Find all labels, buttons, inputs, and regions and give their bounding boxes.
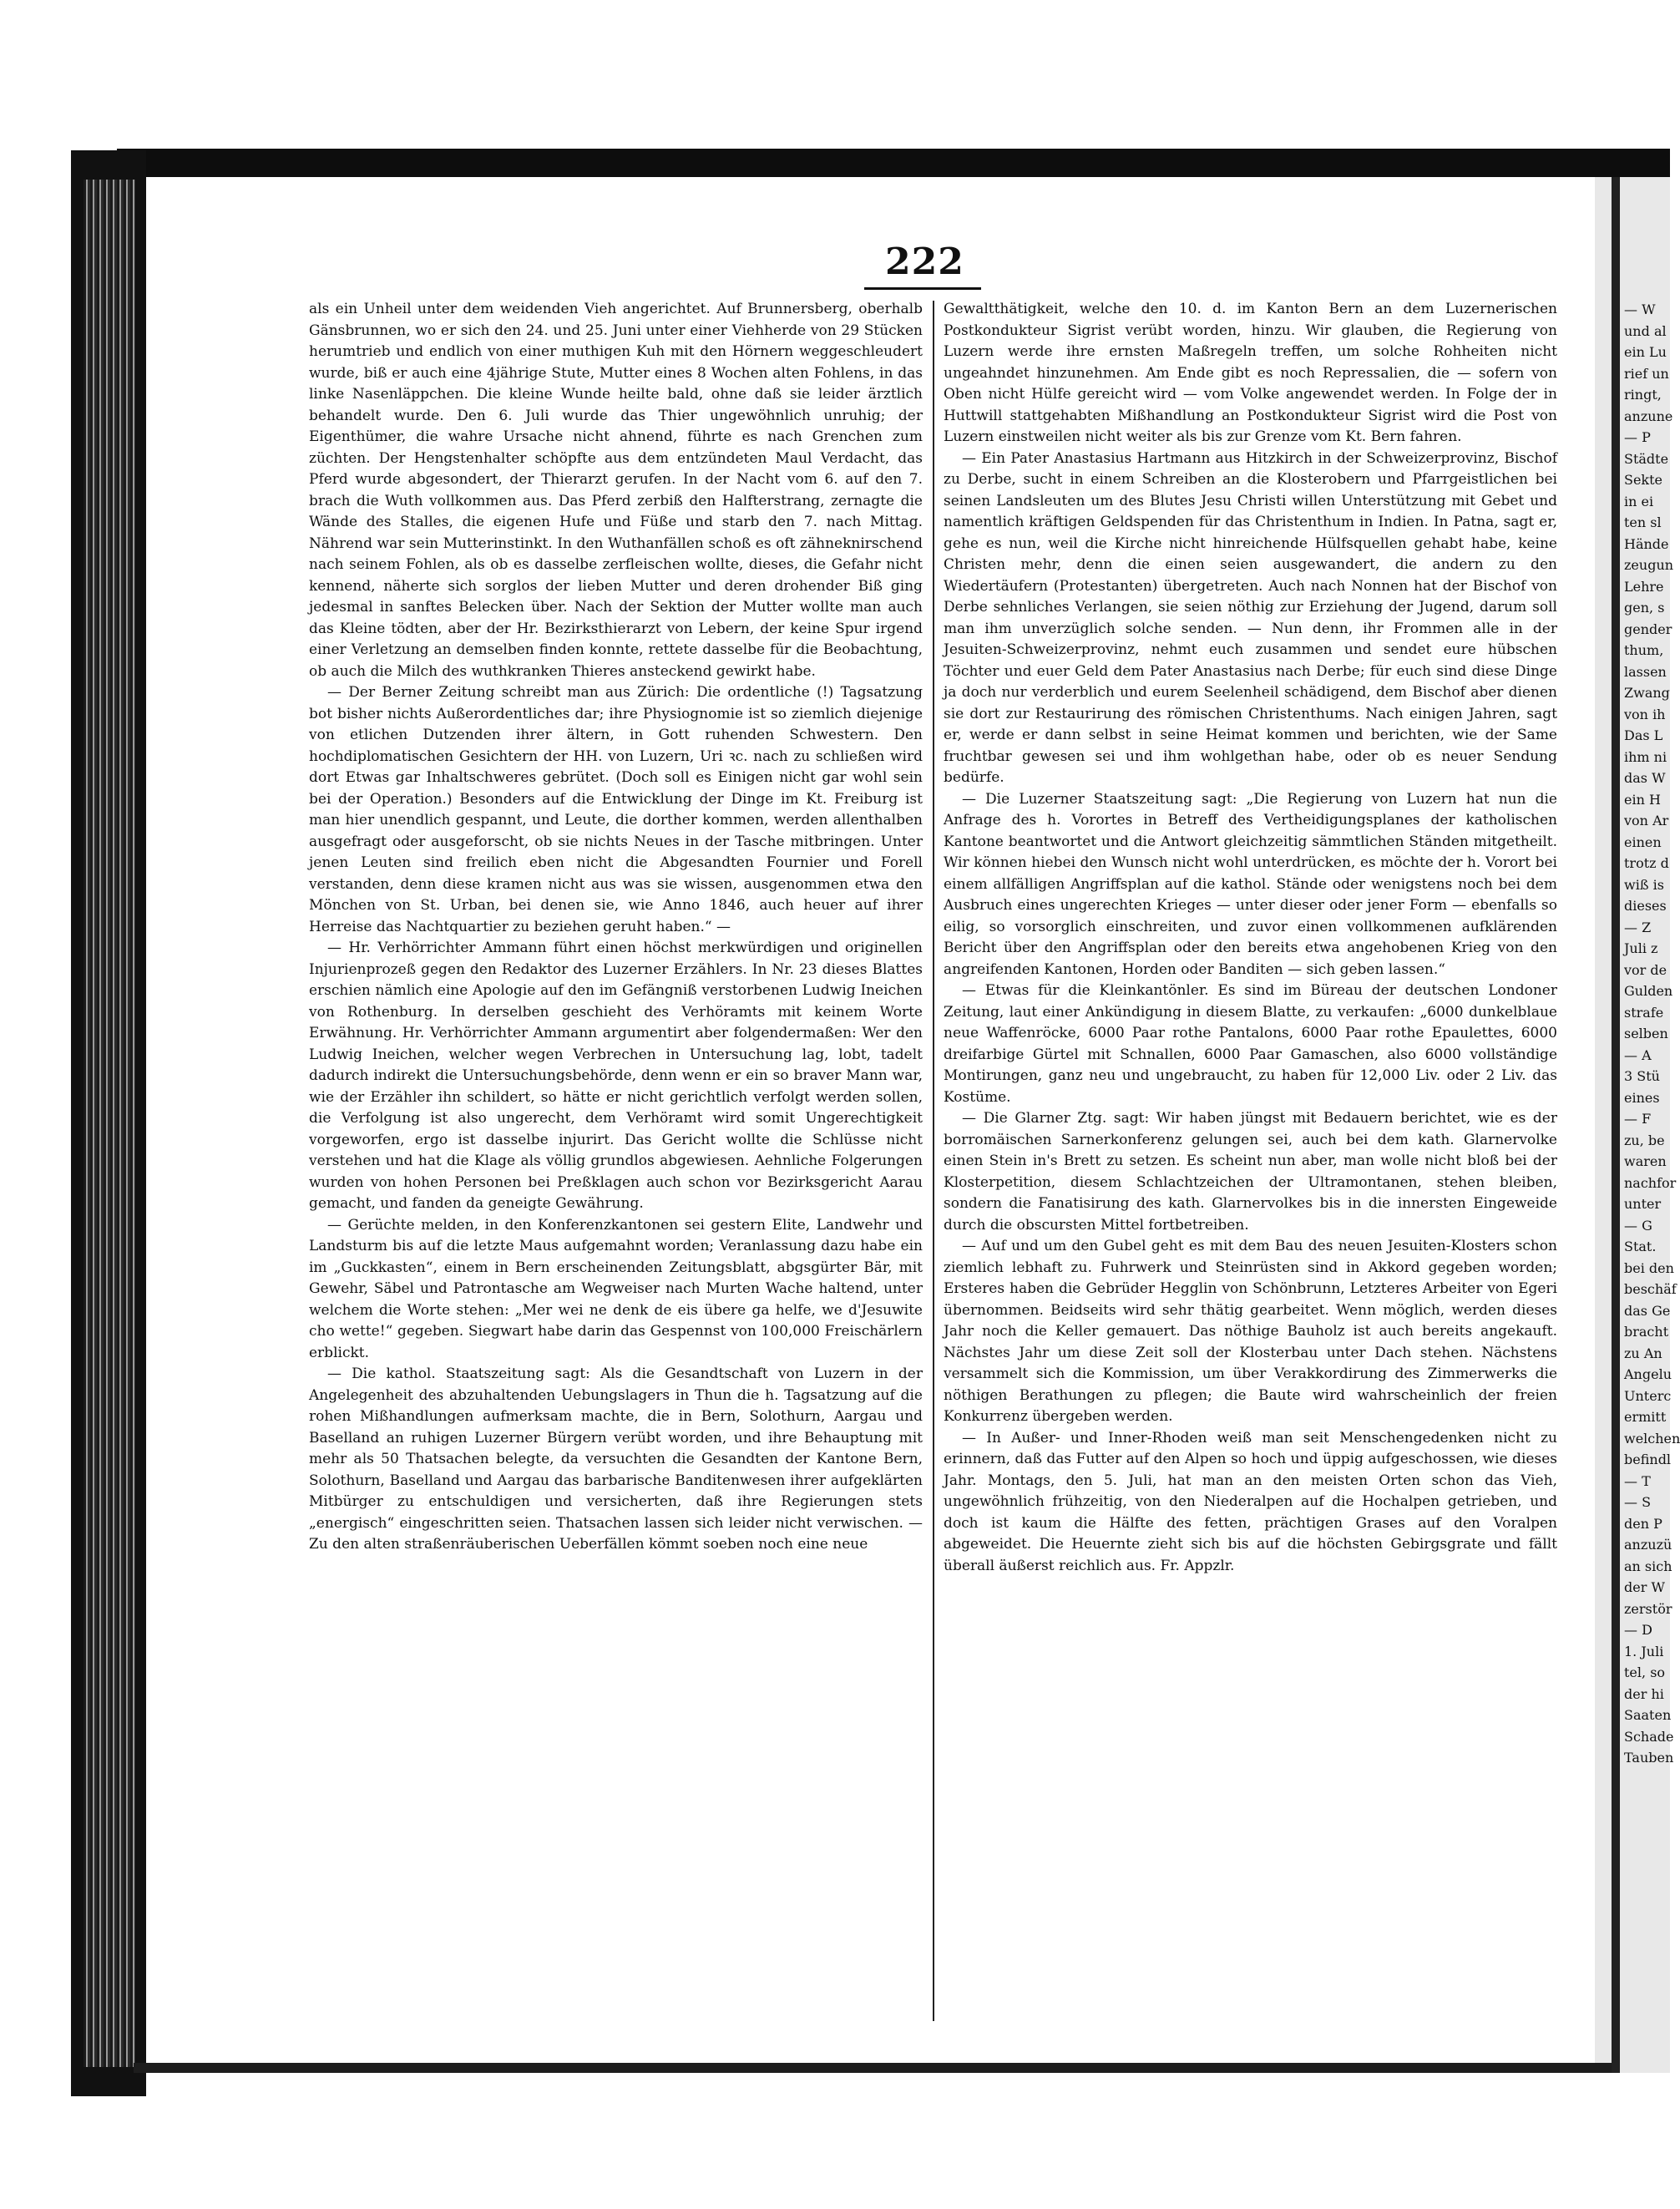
next-page-fragment-line: Sekte xyxy=(1624,472,1663,488)
next-page-fragment-line: zeugun xyxy=(1624,557,1674,573)
next-page-fragment-line: thum, xyxy=(1624,642,1664,658)
next-page-fragment-line: Stat. xyxy=(1624,1239,1657,1254)
left-column xyxy=(309,299,923,2028)
article-paragraph: als ein Unheil unter dem weidenden Vieh angerichtet. Auf Brunnersberg, oberhalb Gänsbrunnen, wo er sich den 24. und 25. Juni unter einer Viehherde von 29 Stücken herumtrieb und endlich von einer muthigen Kuh mit den Hörnern weggeschleudert wurde, biß er auch eine 4jährige Stute, Mutter eines 8 Wochen alten Fohlens, in das linke Nasenläppchen. Die kleine Wunde heilte bald, ohne daß sie leider ärztlich behandelt wurde. Den 6. Juli wurde das Thier ungewöhnlich unruhig; der Eigenthümer, die wahre Ursache nicht ahnend, führte es nach Grenchen zum züchten. Der Hengstenhalter schöpfte aus dem entzündeten Maul Verdacht, das Pferd wurde abgesondert, der Thierarzt gerufen. In der Nacht vom 6. auf den 7. brach die Wuth vollkommen aus. Das Pferd zerbiß den Halfterstrang, zernagte die Wände des Stalles, die eigenen Hufe und Füße und starb den 7. nach Mittag. Nährend war sein Mutterinstinkt. In den Wuthanfällen schoß es oft zähneknirschend nach seinem Fohlen, als ob es dasselbe zerfleischen wollte, dieses, die Gefahr nicht kennend, näherte sich sorglos der lieben Mutter und deren drohender Biß ging jedesmal in sanftes Belecken über. Nach der Sektion der Mutter wollte man auch das Kleine tödten, aber der Hr. Bezirksthierarzt von Lebern, der keine Spur irgend einer Verletzung an demselben finden konnte, rettete dasselbe für die Beobachtung, ob auch die Milch des wuthkranken Thieres ansteckend gewirkt habe. xyxy=(309,301,923,680)
article-paragraph: — Ein Pater Anastasius Hartmann aus Hitzkirch in der Schweizerprovinz, Bischof zu Derbe, sucht in einem Schreiben an die Klosterobern und Pfarrgeistlichen bei seinen Landsleuten um des Blutes Jesu Christi willen Unterstützung mit Gebet und namentlich kräftigen Geldspenden für das Christenthum in Indien. In Patna, sagt er, gehe es nun, weil die Kirche nicht hinreichende Hülfsquellen gehabt habe, keine Christen mehr, denn die einen seien ausgewandert, die andern zu den Wiedertäufern (Protestanten) übergetreten. Auch nach Nonnen hat der Bischof von Derbe sehnliches Verlangen, sie seien nöthig zur Erziehung der Jugend, darum soll man ihm unverzüglich solche senden. — Nun denn, ihr Frommen alle in der Jesuiten-Schweizerprovinz, nehmt euch zusammen und sendet eure hübschen Töchter und euer Geld dem Pater Anastasius nach Derbe; für euch sind diese Dinge ja doch nur verderblich und eurem Seelenheil schädigend, dem Bischof aber dienen sie dort zur Restaurirung des römischen Christenthums. Nach einigen Jahren, sagt er, werde er dann selbst in seine Heimat kommen und berichten, wie der Same fruchtbar gewesen sei und ihm wohlgethan habe, oder ob es neuer Sendung bedürfe. xyxy=(944,449,1557,786)
next-page-fragment-line: trotz d xyxy=(1624,855,1669,871)
column-divider xyxy=(933,301,934,2021)
article-paragraph: — Der Berner Zeitung schreibt man aus Zürich: Die ordentliche (!) Tagsatzung bot bisher nichts Außerordentliches dar; ihre Physiognomie ist so ziemlich diejenige von etlichen Dutzenden ihrer ältern, in Gott ruhenden Schwestern. Den hochdiplomatischen Gesichtern der HH. von Luzern, Uri ꝛc. nach zu schließen wird dort Etwas gar Inhaltschweres gebrütet. (Doch soll es Einigen nicht gar wohl sein bei der Operation.) Besonders auf die Entwicklung der Dinge im Kt. Freiburg ist man hier unendlich gespannt, und Leute, die dorther kommen, werden allenthalben ausgefragt oder ausgeforscht, ob sie nichts Neues in der Tasche mitbringen. Unter jenen Leuten sind freilich eben nicht die Abgesandten Fournier und Forell verstanden, denn diese kramen nicht aus was sie wissen, ausgenommen etwa den Mönchen von St. Urban, bei denen sie, wie Anno 1846, auch heuer auf ihrer Herreise das Nachtquartier zu beziehen geruht haben.“ — xyxy=(309,684,923,935)
next-page-fragment-line: Lehre xyxy=(1624,578,1664,595)
next-page-fragment-line: Das L xyxy=(1624,727,1663,743)
next-page-fragment-line: vor de xyxy=(1624,961,1667,978)
next-page-fragment-line: selben xyxy=(1624,1026,1668,1041)
next-page-fragment-line: das Ge xyxy=(1624,1302,1671,1319)
next-page-fragment-line: Angelu xyxy=(1624,1366,1672,1382)
next-page-fragment-line: beschäf xyxy=(1624,1281,1677,1297)
next-page-fragment-line: ein Lu xyxy=(1624,344,1667,360)
next-page-fragment-line: unter xyxy=(1624,1196,1662,1212)
scan-top-band xyxy=(117,149,1670,177)
next-page-fragment-line: Zwang xyxy=(1624,685,1670,701)
next-page-fragment-line: — G xyxy=(1624,1217,1652,1234)
next-page-fragment-line: Saaten xyxy=(1624,1707,1672,1723)
article-paragraph: — Etwas für die Kleinkantönler. Es sind im Büreau der deutschen Londoner Zeitung, laut einer Ankündigung in diesem Blatte, zu verkaufen: „6000 dunkelblaue neue Waffenröcke, 6000 Paar rothe Pantalons, 6000 Paar rothe Epaulettes, 6000 dreifarbige Gürtel mit Schnallen, 6000 Paar Gamaschen, also 6000 vollständige Montirungen, ganz neu und ungebraucht, zu haben für 12,000 Liv. oder 2 Liv. das Kostüme. xyxy=(944,982,1557,1106)
right-column xyxy=(944,299,1557,2028)
next-page-fragment-line: der W xyxy=(1624,1579,1665,1595)
next-page-fragment-line: den P xyxy=(1624,1515,1662,1532)
next-page-fragment-line: lassen xyxy=(1624,663,1667,680)
next-page-fragment-line: von Ar xyxy=(1624,813,1669,828)
article-paragraph: — Die kathol. Staatszeitung sagt: Als die Gesandtschaft von Luzern in der Angelegenheit des abzuhaltenden Uebungslagers in Thun die h. Tagsatzung auf die rohen Mißhandlungen aufmerksam machte, die in Bern, Solothurn, Aargau und Baselland an ruhigen Luzerner Bürgern verübt worden, und ihre Behauptung mit mehr als 50 Thatsachen belegte, da versuchten die Gesandten der Kantone Bern, Solothurn, Baselland und Aargau das barbarische Banditenwesen ihrer aufgeklärten Mitbürger zu entschuldigen und versicherten, daß ihre Regierungen stets „energisch“ eingeschritten seien. Thatsachen lassen sich leider nicht verwischen. — Zu den alten straßenräuberischen Ueberfällen kömmt soeben noch eine neue xyxy=(309,1365,923,1553)
article-paragraph: — Die Glarner Ztg. sagt: Wir haben jüngst mit Bedauern berichtet, wie es der borromäischen Sarnerkonferenz gelungen sei, auch bei dem kath. Glarnervolke einen Stein in's Brett zu setzen. Es scheint nun aber, man wolle nicht bloß bei der Klosterpetition, diesem Schlachtzeichen der Ultramontanen, stehen bleiben, sondern die Fanatisirung des kath. Glarnervolkes bis in die innersten Eingeweide durch die obscursten Mittel fortbetreiben. xyxy=(944,1110,1557,1234)
next-page-fragment-line: an sich xyxy=(1624,1558,1672,1574)
next-page-fragment-line: ein H xyxy=(1624,791,1661,808)
next-page-fragment-line: — F xyxy=(1624,1111,1652,1127)
next-page-fragment-line: anzuzü xyxy=(1624,1537,1672,1553)
next-page-fragment-line: — A xyxy=(1624,1046,1652,1063)
book-page-edges xyxy=(83,180,135,2067)
next-page-fragment-line: zu An xyxy=(1624,1345,1662,1361)
next-page-fragment-line: gender xyxy=(1624,621,1672,637)
next-page-fragment-line: ihm ni xyxy=(1624,748,1667,765)
article-paragraph: — In Außer- und Inner-Rhoden weiß man seit Menschengedenken nicht zu erinnern, daß das Futter auf den Alpen so hoch und üppig aufgeschossen, wie dieses Jahr. Montags, den 5. Juli, hat man an den meisten Orten schon das Vieh, ungewöhnlich frühzeitig, von den Niederalpen auf die Hochalpen getrieben, und doch ist kaum die Hälfte des fetten, prächtigen Grases auf den Voralpen abgeweidet. Die Heuernte zieht sich bis auf die höchsten Gebirgsgrate und fällt überall äußerst reichlich aus. Fr. Appzlr. xyxy=(944,1429,1557,1574)
next-page-fragment-line: nachfor xyxy=(1624,1174,1677,1191)
next-page-fragment-line: — Z xyxy=(1624,919,1652,935)
next-page-fragment-line: ermitt xyxy=(1624,1409,1667,1425)
next-page-fragment-line: und al xyxy=(1624,322,1667,339)
next-page-fragment-column xyxy=(1624,299,1680,2028)
next-page-fragment-line: das W xyxy=(1624,770,1666,786)
next-page-fragment-line: von ih xyxy=(1624,706,1666,722)
next-page-fragment-line: wiß is xyxy=(1624,876,1664,893)
article-paragraph: Gewaltthätigkeit, welche den 10. d. im Kanton Bern an dem Luzernerischen Postkondukteur Sigrist verübt worden, hinzu. Wir glauben, die Regierung von Luzern werde ihre ernsten Maßregeln treffen, um solche Rohheiten nicht ungeahndet hinzunehmen. Am Ende gibt es noch Repressalien, die — sofern von Oben nicht Hülfe gereicht wird — vom Volke angewendet werden. In Folge der in Huttwill stattgehabten Mißhandlung an Postkondukteur Sigrist wird die Post von Luzern einstweilen nicht weiter als bis zur Grenze vom Kt. Bern fahren. xyxy=(944,301,1557,445)
next-page-fragment-line: bei den xyxy=(1624,1259,1674,1276)
next-page-fragment-line: Städte xyxy=(1624,450,1669,467)
article-paragraph: — Gerüchte melden, in den Konferenzkantonen sei gestern Elite, Landwehr und Landsturm bis auf die letzte Maus aufgemahnt worden; Veranlassung dazu habe ein im „Guckkasten“, einem in Bern erscheinenden Zeitungsblatt, abgsgürter Bär, mit Gewehr, Säbel und Patrontasche am Wegweiser nach Murten Wache haltend, unter welchem die Worte stehen: „Mer wei ne denk de eis übere ga helfe, we d'Jesuwite cho wette!“ gegeben. Siegwart habe darin das Gespennst von 100,000 Freischärlern erblickt. xyxy=(309,1216,923,1361)
book-spine-fold xyxy=(1612,177,1620,2073)
next-page-fragment-line: — P xyxy=(1624,429,1651,445)
next-page-fragment-line: Juli z xyxy=(1624,940,1658,956)
next-page-fragment-line: Tauben xyxy=(1624,1750,1674,1766)
next-page-fragment-line: ten sl xyxy=(1624,514,1662,530)
page-number: 222 xyxy=(885,241,964,283)
next-page-fragment-line: — T xyxy=(1624,1472,1651,1489)
next-page-fragment-line: in ei xyxy=(1624,493,1654,509)
scan-bottom-edge xyxy=(134,2063,1612,2073)
next-page-fragment-line: 1. Juli xyxy=(1624,1643,1664,1659)
next-page-fragment-line: der hi xyxy=(1624,1685,1664,1702)
next-page-fragment-line: rief un xyxy=(1624,365,1669,382)
next-page-fragment-line: strafe xyxy=(1624,1004,1664,1021)
article-paragraph: — Hr. Verhörrichter Ammann führt einen höchst merkwürdigen und originellen Injurienprozeß gegen den Redaktor des Luzerner Erzählers. In Nr. 23 dieses Blattes erschien nämlich eine Apologie auf den im Gefängniß verstorbenen Ludwig Ineichen von Rothenburg. In derselben geschieht des Verhöramts mit keinem Worte Erwähnung. Hr. Verhörrichter Ammann argumentirt aber folgendermaßen: Wer den Ludwig Ineichen, welcher wegen Verbrechen in Untersuchung lag, lobt, tadelt dadurch indirekt die Untersuchungsbehörde, denn wenn er ein so braver Mann war, wie der Erzähler ihn schildert, so hätte er nicht gerichtlich verfolgt werden sollen, die Verfolgung ist also ungerecht, dem Verhöramt wird somit Ungerechtigkeit vorgeworfen, ergo ist dasselbe injurirt. Das Gericht wollte die Schlüsse nicht verstehen und hat die Klage als völlig grundlos abgewiesen. Aehnliche Folgerungen wurden von hohen Personen bei Preßklagen auch schon vor Bezirksgericht Aarau gemacht, und fanden da geneigte Gewährung. xyxy=(309,940,923,1212)
next-page-fragment-line: — D xyxy=(1624,1622,1652,1638)
next-page-fragment-line: eines xyxy=(1624,1089,1660,1106)
next-page-fragment-line: bracht xyxy=(1624,1324,1669,1340)
article-paragraph: — Auf und um den Gubel geht es mit dem Bau des neuen Jesuiten-Klosters schon ziemlich lebhaft zu. Fuhrwerk und Steinrüsten sind in Akkord gegeben worden; Ersteres haben die Gebrüder Hegglin von Schönbrunn, Letzteres Arbeiter von Egeri übernommen. Beidseits wird sehr thätig gearbeitet. Wenn möglich, werden dieses Jahr noch die Keller gemauert. Das nöthige Bauholz ist auch bereits angekauft. Nächstes Jahr um diese Zeit soll der Klosterbau unter Dach stehen. Nächstens versammelt sich die Kommission, um über Verakkordirung des Zimmerwerks die nöthigen Berathungen zu pflegen; die Baute wird wahrscheinlich der freien Konkurrenz übergeben werden. xyxy=(944,1238,1557,1425)
next-page-fragment-line: anzune xyxy=(1624,408,1673,424)
article-paragraph: — Die Luzerner Staatszeitung sagt: „Die Regierung von Luzern hat nun die Anfrage des h. Vorortes in Betreff des Vertheidigungsplanes der katholischen Kantone beantwortet und die Antwort gleichzeitig sämmtlichen Ständen mitgetheilt. Wir können hiebei den Wunsch nicht wohl unterdrücken, es möchte der h. Vorort bei einem allfälligen Angriffsplan auf die kathol. Stände oder wenigstens noch bei dem Ausbruch eines ungerechten Krieges — unter dieser oder jener Form — ebenfalls so eilig, so vorsorglich einschreiten, und zuvor einen vollkommenen aufklärenden Bericht über den Angriffsplan oder den bereits etwa angehobenen Krieg von den angreifenden Kantonen, Horden oder Banditen — sich geben lassen.“ xyxy=(944,790,1557,978)
next-page-fragment-line: Unterc xyxy=(1624,1387,1672,1404)
next-page-fragment-line: befindl xyxy=(1624,1452,1672,1467)
next-page-fragment-line: Gulden xyxy=(1624,983,1673,999)
next-page-fragment-line: welchen xyxy=(1624,1430,1680,1446)
next-page-fragment-line: zu, be xyxy=(1624,1132,1665,1148)
next-page-fragment-line: waren xyxy=(1624,1153,1667,1169)
next-page-fragment-line: ringt, xyxy=(1624,387,1662,403)
next-page-fragment-line: zerstör xyxy=(1624,1600,1672,1617)
next-page-fragment-line: — W xyxy=(1624,301,1656,317)
next-page-fragment-line: — S xyxy=(1624,1494,1652,1510)
page-number-rule xyxy=(864,287,981,290)
next-page-fragment-line: gen, s xyxy=(1624,600,1665,616)
next-page-fragment-line: tel, so xyxy=(1624,1664,1666,1680)
next-page-fragment-line: Schade xyxy=(1624,1728,1674,1745)
next-page-fragment-line: 3 Stü xyxy=(1624,1068,1660,1084)
next-page-fragment-line: einen xyxy=(1624,833,1662,850)
next-page-fragment-line: Hände xyxy=(1624,535,1669,552)
next-page-fragment-line: dieses xyxy=(1624,898,1667,914)
